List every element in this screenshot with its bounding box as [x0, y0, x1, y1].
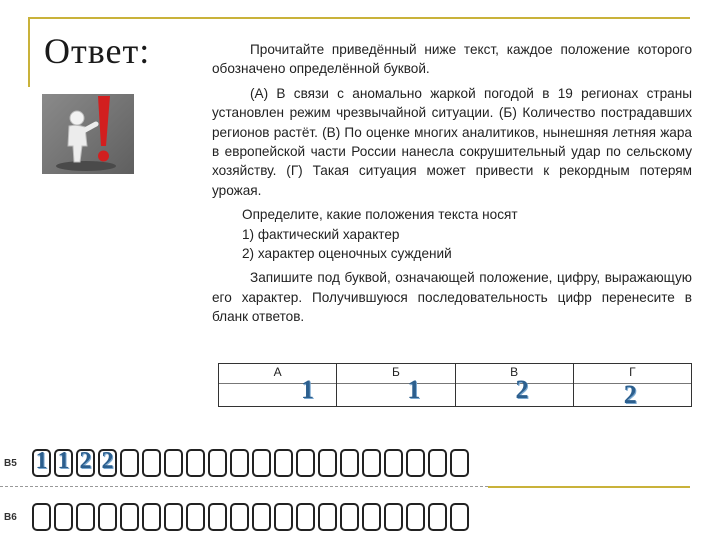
row-label: B5 [4, 458, 17, 469]
answer-cell-b [337, 364, 455, 406]
answer-cells [32, 503, 469, 531]
answer-divider [337, 383, 454, 384]
answer-form-cell[interactable] [362, 503, 381, 531]
answer-form-cell[interactable] [384, 449, 403, 477]
answer-table [218, 363, 692, 407]
decorative-line-left [28, 17, 30, 87]
answer-form-cell[interactable] [120, 449, 139, 477]
answer-form-cell[interactable] [274, 503, 293, 531]
answer-form-cell[interactable] [208, 503, 227, 531]
answer-header: Б [391, 365, 400, 379]
answer-form-cell-value: 2 [79, 448, 92, 474]
answer-divider [219, 383, 336, 384]
task-intro: Прочитайте приведённый ниже текст, каждое положение которого обозначено определённой буквой. [212, 42, 692, 77]
answer-divider [456, 383, 573, 384]
answer-form-cell[interactable] [76, 449, 95, 477]
task-scan [212, 40, 692, 327]
slide-title: Ответ: [44, 31, 151, 71]
answer-form-cell-value: 2 [101, 448, 114, 474]
answer-form [0, 434, 488, 540]
task-passage: (А) В связи с аномально жаркой погодой в 19 регионах страны установлен режим чрезвычайной ситуации. (Б) Количество пострадавших регионов растёт. (В) По оценке многих аналитиков, нынешняя летняя жара в европейской части России нанесла сокрушительный удар по сельскому хозяйству. (Г) Такая ситуация может привести к рекордным потерям урожая. [212, 85, 692, 198]
answer-cell-a [219, 364, 337, 406]
answer-cell-g [574, 364, 691, 409]
answer-form-cell[interactable] [340, 449, 359, 477]
answer-form-cell[interactable] [230, 449, 249, 477]
task-option-1: 1) фактический характер [242, 226, 400, 242]
answer-form-cell[interactable] [406, 449, 425, 477]
answer-value: 1 [301, 375, 314, 404]
form-row-b6 [0, 500, 488, 536]
answer-form-cell[interactable] [450, 503, 469, 531]
answer-form-cell[interactable] [98, 503, 117, 531]
answer-form-cell-value: 1 [35, 448, 48, 474]
answer-form-cell[interactable] [54, 503, 73, 531]
row-label: B6 [4, 512, 17, 523]
answer-value: 2 [623, 380, 637, 409]
answer-form-cell[interactable] [318, 449, 337, 477]
answer-form-cell[interactable] [296, 449, 315, 477]
form-row-b5 [0, 446, 488, 482]
answer-form-cell[interactable] [54, 449, 73, 477]
task-instruction: Запишите под буквой, означающей положение, цифру, выражающую его характер. Получившуюся последовательность цифр перенесите в бланк ответов. [212, 270, 692, 325]
row-separator [0, 486, 488, 487]
answer-form-cell[interactable] [164, 449, 183, 477]
answer-form-cell[interactable] [32, 449, 51, 477]
answer-form-cell[interactable] [428, 449, 447, 477]
exclamation-figure-icon [42, 94, 134, 174]
answer-form-cell[interactable] [142, 449, 161, 477]
answer-header: Г [629, 365, 636, 379]
answer-form-cell[interactable] [208, 449, 227, 477]
task-question: Определите, какие положения текста носят [242, 207, 518, 223]
task-option-2: 2) характер оценочных суждений [242, 246, 452, 262]
answer-form-cell[interactable] [186, 503, 205, 531]
answer-form-cell[interactable] [230, 503, 249, 531]
answer-header: А [273, 365, 282, 379]
answer-form-cell[interactable] [296, 503, 315, 531]
answer-form-cell[interactable] [76, 503, 95, 531]
answer-form-cell[interactable] [428, 503, 447, 531]
answer-form-cell[interactable] [274, 449, 293, 477]
answer-form-cell[interactable] [406, 503, 425, 531]
answer-form-cell[interactable] [98, 449, 117, 477]
answer-form-cell[interactable] [362, 449, 381, 477]
answer-form-cell[interactable] [32, 503, 51, 531]
answer-header: В [510, 365, 519, 379]
answer-cell-v [456, 364, 574, 406]
decorative-line-top [28, 17, 690, 19]
answer-value: 2 [515, 375, 529, 404]
answer-form-cell[interactable] [318, 503, 337, 531]
answer-form-cell[interactable] [252, 449, 271, 477]
answer-form-cell[interactable] [120, 503, 139, 531]
answer-form-cell[interactable] [252, 503, 271, 531]
answer-form-cell[interactable] [186, 449, 205, 477]
answer-form-cell-value: 1 [57, 448, 70, 474]
answer-cells [32, 449, 469, 477]
answer-form-cell[interactable] [450, 449, 469, 477]
answer-form-cell[interactable] [384, 503, 403, 531]
answer-form-cell[interactable] [142, 503, 161, 531]
answer-form-cell[interactable] [164, 503, 183, 531]
answer-value: 1 [407, 375, 421, 404]
answer-form-cell[interactable] [340, 503, 359, 531]
